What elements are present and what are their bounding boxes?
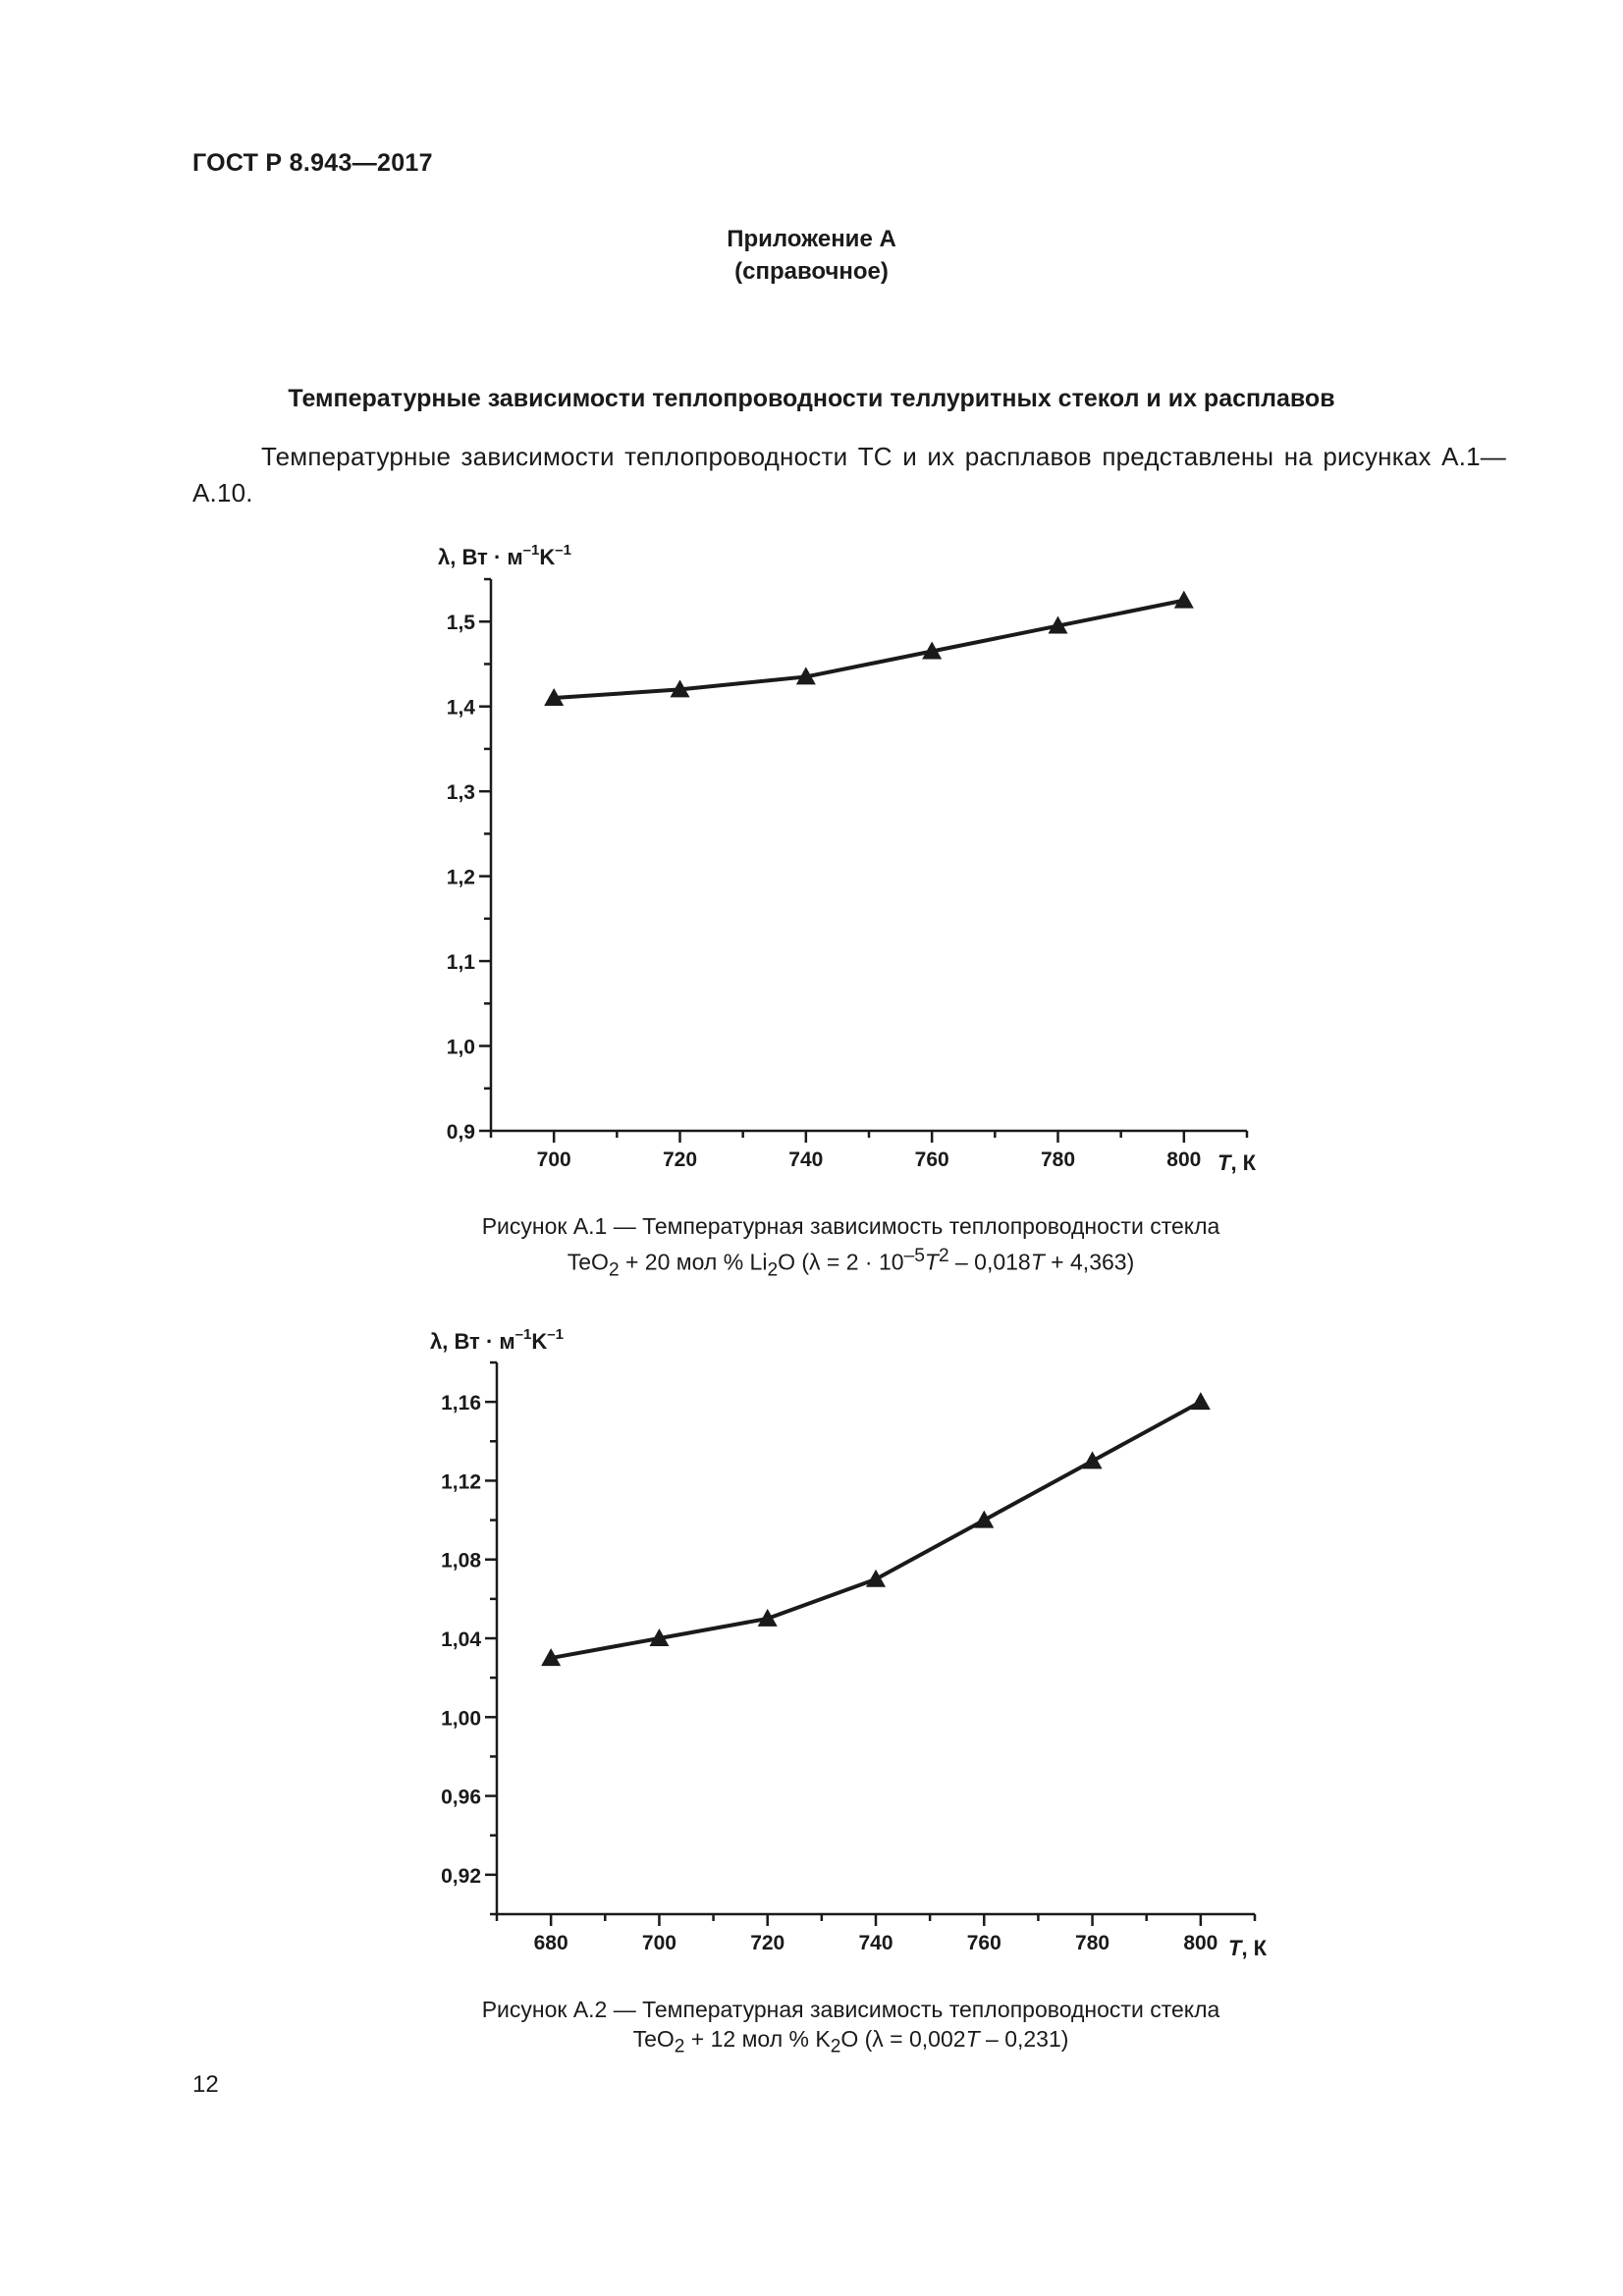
x-tick-label: 700 <box>641 1932 676 1954</box>
x-tick-label: 680 <box>533 1932 568 1954</box>
x-axis-label: T, К <box>1228 1936 1268 1960</box>
x-tick-label: 720 <box>662 1148 698 1171</box>
document-code: ГОСТ Р 8.943—2017 <box>192 149 433 177</box>
x-tick-label: 760 <box>914 1148 949 1171</box>
figure-a1-caption-line2: TeO$_2$ + 20 мол % $Li_2O$ $(\lambda = 2 \cdot 10^{-5}T^2 - 0,018T + 4,363)$ <box>567 1246 1135 1281</box>
figure-a1-caption-line1: Рисунок А.1 — Температурная зависимость теплопроводности стекла <box>481 1213 1220 1239</box>
series-line <box>554 601 1184 698</box>
appendix-title: Приложение А <box>727 226 896 252</box>
y-tick-label: 1,4 <box>446 696 475 720</box>
x-tick-label: 800 <box>1183 1932 1218 1954</box>
y-tick-label: 0,96 <box>441 1786 481 1809</box>
x-axis-label: T, К <box>1217 1150 1257 1175</box>
x-tick-label: 720 <box>750 1932 785 1954</box>
series-line <box>551 1402 1201 1658</box>
y-tick-label: 1,1 <box>446 951 475 975</box>
page-number: 12 <box>192 2071 219 2098</box>
y-tick-label: 1,16 <box>441 1392 481 1415</box>
y-tick-label: 1,5 <box>446 612 475 635</box>
x-tick-label: 760 <box>966 1932 1001 1954</box>
x-tick-label: 800 <box>1166 1148 1202 1171</box>
y-tick-label: 1,04 <box>441 1629 481 1651</box>
intro-paragraph: Температурные зависимости теплопроводности ТС и их расплавов представлены на рисунках А.1—А.10. <box>192 442 1506 507</box>
figure-a2-chart <box>412 1315 1296 1973</box>
y-tick-label: 1,00 <box>441 1707 481 1731</box>
y-tick-label: 1,0 <box>446 1036 475 1059</box>
data-point-marker <box>974 1511 994 1528</box>
y-tick-label: 0,92 <box>441 1864 481 1888</box>
y-tick-label: 1,12 <box>441 1470 481 1494</box>
data-point-marker <box>866 1570 886 1587</box>
y-tick-label: 1,2 <box>446 866 475 889</box>
x-tick-label: 740 <box>788 1148 824 1171</box>
y-tick-label: 1,08 <box>441 1549 481 1573</box>
y-tick-label: 1,3 <box>446 781 475 805</box>
y-axis-label: λ, Вт · $м^{-1}K^{-1}$ <box>430 1326 564 1354</box>
figure-a2-caption-line1: Рисунок А.2 — Температурная зависимость теплопроводности стекла <box>481 1997 1220 2022</box>
y-tick-label: 0,9 <box>446 1121 475 1144</box>
data-point-marker <box>1174 591 1194 609</box>
x-tick-label: 740 <box>858 1932 893 1954</box>
x-tick-label: 780 <box>1040 1148 1076 1171</box>
y-axis-label: λ, Вт · $м^{-1}K^{-1}$ <box>438 542 571 569</box>
x-tick-label: 700 <box>536 1148 571 1171</box>
data-point-marker <box>1083 1451 1103 1468</box>
figure-a2-caption-line2: TeO$_2$ + 12 мол % $K_2O$ (λ = 0,002T – 0,231) <box>632 2026 1069 2057</box>
appendix-subtitle: (справочное) <box>734 258 889 285</box>
data-point-marker <box>1191 1392 1211 1410</box>
figure-a1-chart <box>412 530 1296 1188</box>
x-tick-label: 780 <box>1075 1932 1110 1954</box>
section-heading: Температурные зависимости теплопроводности теллуритных стекол и их расплавов <box>288 385 1335 412</box>
